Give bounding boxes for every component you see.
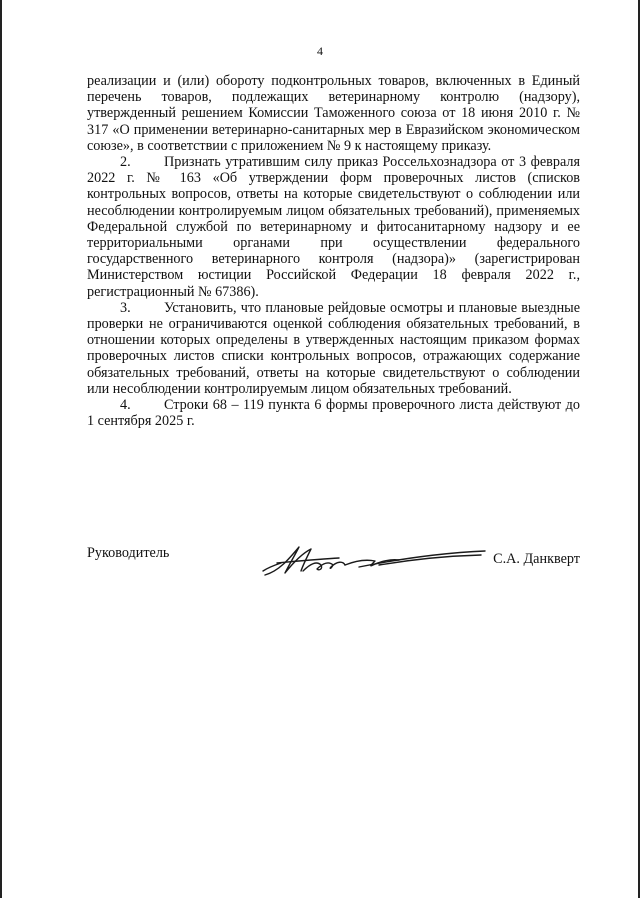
document-body — [87, 73, 580, 429]
paragraph-text: Признать утратившим силу приказ Россельхознадзора от 3 февраля 2022 г. № 163 «Об утверждении форм проверочных листов (списков контрольных вопросов, ответы на которые свидетельствуют о соблюдении или несоблюдении контролируемым лицом обязательных требований), применяемых Федеральной службой по ветеринарному и фитосанитарному надзору и ее территориальными органами при осуществлении федерального государственного ветеринарного контроля (надзора)» (зарегистрирован Министерством юстиции Российской Федерации 18 февраля 2022 г., регистрационный № 67386). — [87, 154, 580, 300]
paragraph-text: реализации и (или) обороту подконтрольных товаров, включенных в Единый перечень товаров, подлежащих ветеринарному контролю (надзору), утвержденный решением Комиссии Таможенного союза от 18 июня 2010 г. № 317 «О применении ветеринарно-санитарных мер в Евразийском экономическом союзе», в соответствии с приложением № 9 к настоящему приказу. — [87, 73, 580, 154]
paragraph-number: 2. — [120, 154, 131, 171]
paragraph-2 — [87, 154, 580, 300]
paragraph-4 — [87, 397, 580, 429]
paragraph-continuation — [87, 73, 580, 154]
signatory-name: С.А. Данкверт — [493, 551, 580, 567]
handwritten-signature — [259, 541, 489, 581]
paragraph-text: Строки 68 – 119 пункта 6 формы проверочного листа действуют до 1 сентября 2025 г. — [87, 397, 580, 430]
paragraph-3 — [87, 300, 580, 397]
scan-edge-left — [0, 0, 2, 898]
signatory-position: Руководитель — [87, 545, 170, 561]
paragraph-number: 4. — [120, 397, 131, 414]
signature-block — [87, 541, 580, 581]
page-number: 4 — [317, 44, 323, 58]
paragraph-number: 3. — [120, 299, 131, 316]
paragraph-text: Установить, что плановые рейдовые осмотры и плановые выездные проверки не ограничиваются оценкой соблюдения обязательных требований, в отношении которых определены в утвержденных настоящим приказом формах проверочных листов списки контрольных вопросов, отражающих содержание обязательных требований, ответы на которые свидетельствуют о соблюдении или несоблюдении контролируемым лицом обязательных требований. — [87, 299, 580, 397]
